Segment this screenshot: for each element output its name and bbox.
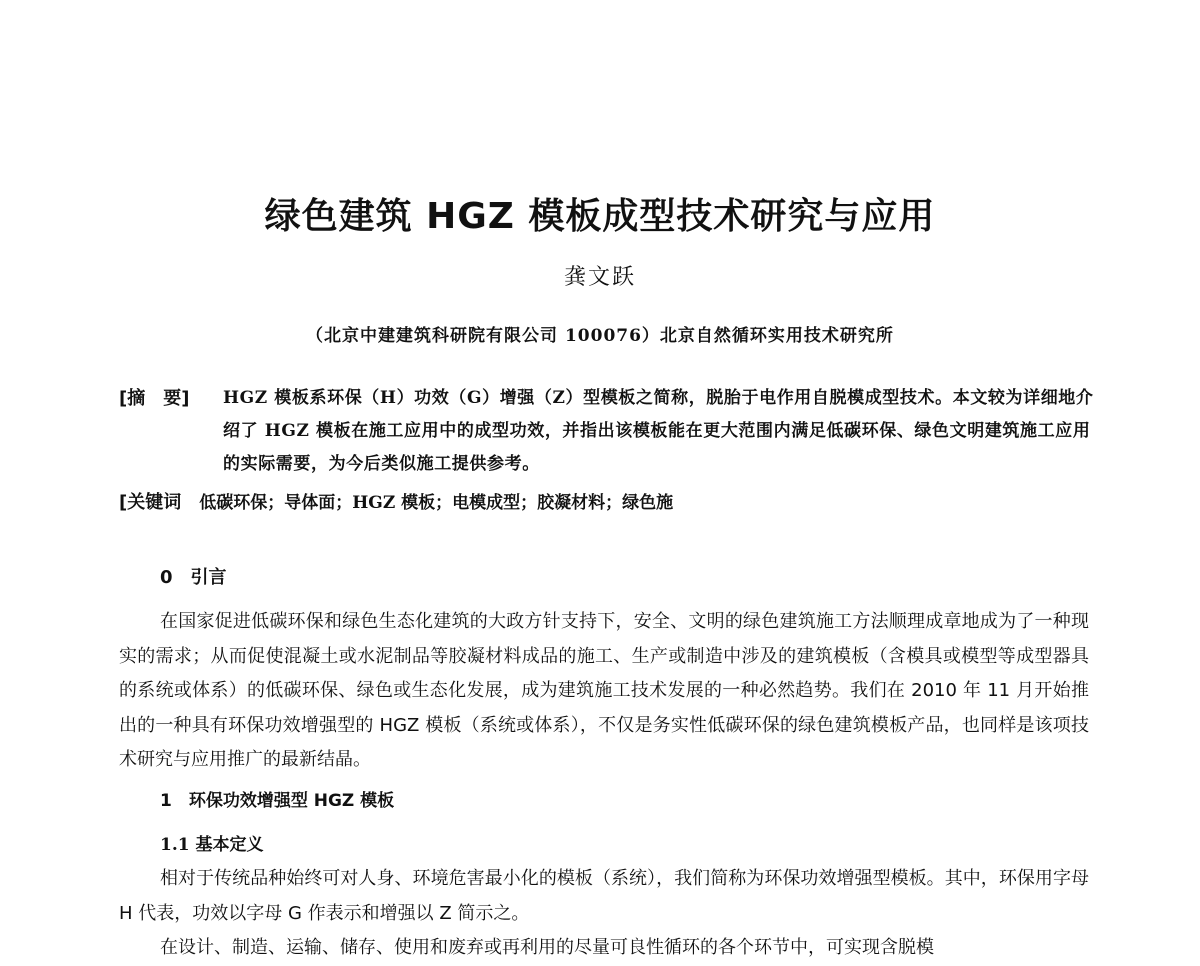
paper-title: 绿色建筑 HGZ 模板成型技术研究与应用 [264, 196, 936, 237]
subsection-heading-1-1: 1.1 基本定义 [160, 835, 264, 855]
keywords-text: 低碳环保；导体面；HGZ 模板；电模成型；胶凝材料；绿色施 [199, 493, 674, 513]
keywords-block [119, 488, 1094, 518]
author-affiliation: （北京中建建筑科研院有限公司 100076）北京自然循环实用技术研究所 [306, 326, 894, 346]
keywords-label: [关键词 [119, 492, 182, 513]
section-heading-1: 1 环保功效增强型 HGZ 模板 [160, 791, 395, 811]
definition-paragraph: 相对于传统品种始终可对人身、环境危害最小化的模板（系统），我们简称为环保功效增强型模板。其中，环保用字母 H 代表，功效以字母 G 作表示和增强以 Z 简示之。 [119, 868, 1089, 924]
introduction-paragraph: 在国家促进低碳环保和绿色生态化建筑的大政方针支持下，安全、文明的绿色建筑施工方法顺理成章地成为了一种现实的需求；从而促使混凝土或水泥制品等胶凝材料成品的施工、生产或制造中涉及的建筑模板（含模具或模型等成型器具的系统或体系）的低碳环保、绿色或生态化发展，成为建筑施工技术发展的一种必然趋势。我们在 2010 年 11 月开始推出的一种具有环保功效增强型的 HGZ 模板（系统或体系），不仅是务实性低碳环保的绿色建筑模板产品，也同样是该项技术研究与应用推广的最新结晶。 [119, 611, 1089, 770]
cutoff-paragraph: 在设计、制造、运输、储存、使用和废弃或再利用的尽量可良性循环的各个环节中，可实现含脱模 [160, 937, 934, 958]
author-name: 龚文跃 [563, 265, 636, 290]
abstract-block [119, 382, 1094, 481]
abstract-label: [摘 要] [119, 388, 190, 409]
abstract-text: HGZ 模板系环保（H）功效（G）增强（Z）型模板之简称，脱胎于电作用自脱模成型技术。本文较为详细地介绍了 HGZ 模板在施工应用中的成型功效，并指出该模板能在更大范围内满足低碳环保、绿色文明建筑施工应用的实际需要，为今后类似施工提供参考。 [223, 388, 1094, 474]
section-heading-introduction: 0 引言 [160, 567, 227, 588]
